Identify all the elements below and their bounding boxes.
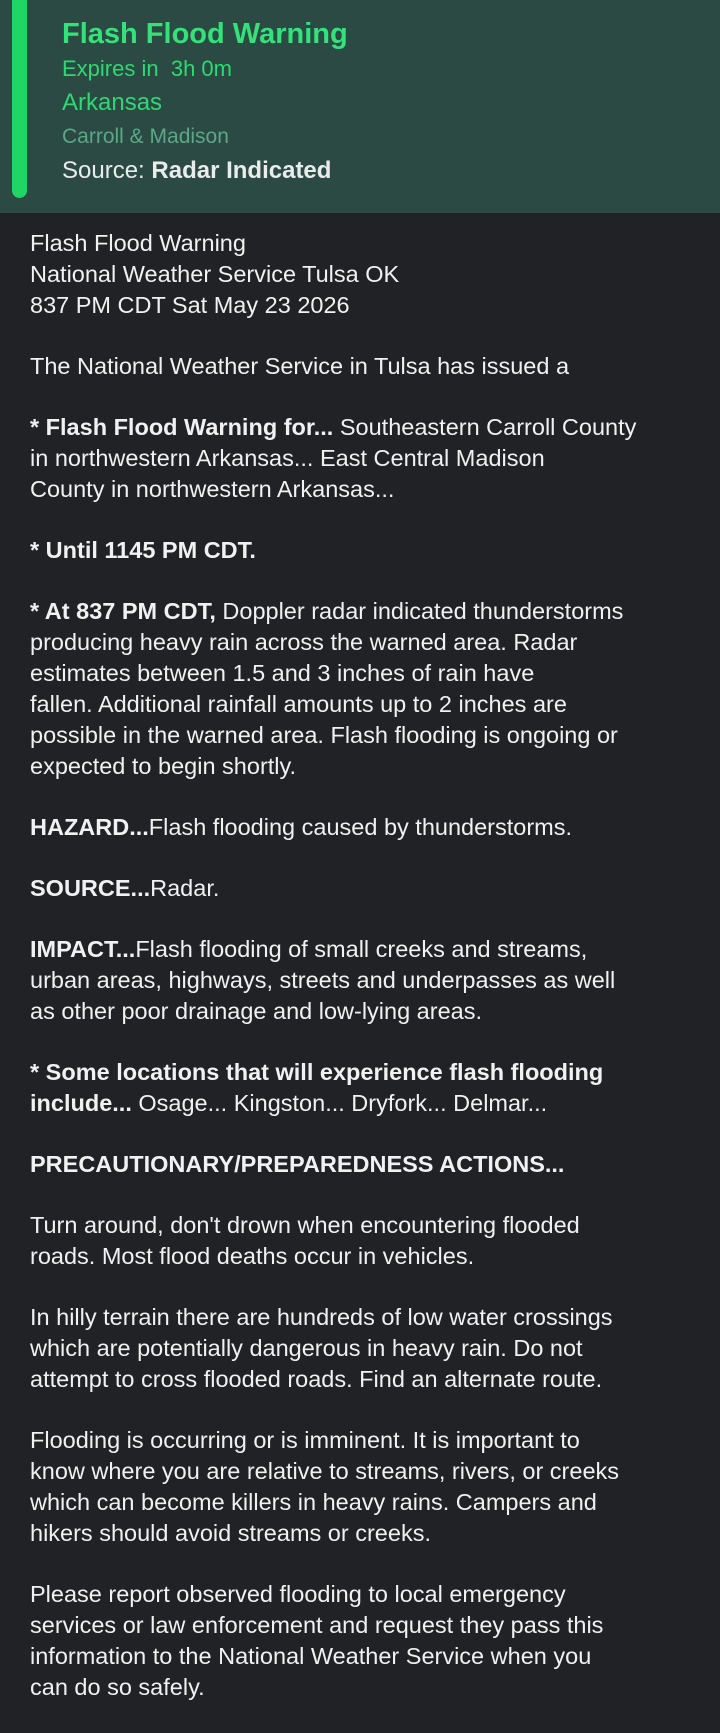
bulletin-body xyxy=(30,228,702,1733)
alert-title: Flash Flood Warning xyxy=(62,18,348,50)
impact-text: Flash flooding of small creeks and streams, xyxy=(135,936,588,962)
until-paragraph: * Until 1145 PM CDT. xyxy=(30,537,256,563)
at-time-label: * At 837 PM CDT, xyxy=(30,598,216,624)
source-paragraph xyxy=(30,873,702,904)
alert-counties: Carroll & Madison xyxy=(62,125,229,148)
warning-for-text: County in northwestern Arkansas... xyxy=(30,476,395,502)
action-line: services or law enforcement and request they pass this xyxy=(30,1612,604,1638)
hazard-label: HAZARD... xyxy=(30,814,149,840)
at-time-text: producing heavy rain across the warned area. Radar xyxy=(30,629,578,655)
action-line: which can become killers in heavy rains. Campers and xyxy=(30,1489,597,1515)
at-time-text: fallen. Additional rainfall amounts up to 2 inches are xyxy=(30,691,567,717)
locations-paragraph xyxy=(30,1057,702,1119)
source-section-label: SOURCE... xyxy=(30,875,151,901)
hazard-text: Flash flooding caused by thunderstorms. xyxy=(148,814,573,840)
expires-value: 3h 0m xyxy=(170,56,232,81)
locations-label: include... xyxy=(30,1090,132,1116)
locations-label: * Some locations that will experience flash flooding xyxy=(30,1059,604,1085)
action-line: Turn around, don't drown when encountering flooded xyxy=(30,1212,580,1238)
action-line: hikers should avoid streams or creeks. xyxy=(30,1520,431,1546)
at-time-text: estimates between 1.5 and 3 inches of rain have xyxy=(30,660,535,686)
warning-for-label: * Flash Flood Warning for... xyxy=(30,414,334,440)
action-line: In hilly terrain there are hundreds of low water crossings xyxy=(30,1304,613,1330)
hazard-paragraph xyxy=(30,812,702,843)
alert-header[interactable] xyxy=(0,0,720,213)
warning-for-paragraph xyxy=(30,412,702,505)
action-line: Please report observed flooding to local emergency xyxy=(30,1581,566,1607)
alert-header-text xyxy=(62,16,348,189)
at-time-text: possible in the warned area. Flash flooding is ongoing or xyxy=(30,722,618,748)
alert-source xyxy=(62,153,348,189)
precautions-heading: PRECAUTIONARY/PREPAREDNESS ACTIONS... xyxy=(30,1151,565,1177)
action-report-flooding xyxy=(30,1579,702,1703)
impact-paragraph xyxy=(30,934,702,1027)
action-turn-around xyxy=(30,1210,702,1272)
action-line: roads. Most flood deaths occur in vehicles. xyxy=(30,1243,475,1269)
action-line: Flooding is occurring or is imminent. It is important to xyxy=(30,1427,580,1453)
source-label: Source: xyxy=(62,157,145,184)
action-line: information to the National Weather Service when you xyxy=(30,1643,592,1669)
impact-label: IMPACT... xyxy=(30,936,136,962)
action-flooding-imminent xyxy=(30,1425,702,1549)
impact-text: as other poor drainage and low-lying areas. xyxy=(30,998,482,1024)
impact-text: urban areas, highways, streets and underpasses as well xyxy=(30,967,616,993)
alert-state: Arkansas xyxy=(62,89,163,116)
bulletin-heading-line: Flash Flood Warning xyxy=(30,230,246,256)
action-line: know where you are relative to streams, rivers, or creeks xyxy=(30,1458,620,1484)
action-line: attempt to cross flooded roads. Find an alternate route. xyxy=(30,1366,603,1392)
source-value: Radar Indicated xyxy=(151,157,332,184)
expires-label: Expires in xyxy=(62,56,159,81)
bulletin-heading-line: National Weather Service Tulsa OK xyxy=(30,261,400,287)
action-line: can do so safely. xyxy=(30,1674,205,1700)
alert-expiry xyxy=(62,52,348,86)
at-time-text: expected to begin shortly. xyxy=(30,753,297,779)
bulletin-intro: The National Weather Service in Tulsa has issued a xyxy=(30,353,570,379)
bulletin-heading-line: 837 PM CDT Sat May 23 2026 xyxy=(30,292,350,318)
warning-for-text: Southeastern Carroll County xyxy=(333,414,637,440)
source-section-text: Radar. xyxy=(150,875,220,901)
at-time-text: Doppler radar indicated thunderstorms xyxy=(215,598,624,624)
bulletin-heading xyxy=(30,228,702,321)
action-line: which are potentially dangerous in heavy rain. Do not xyxy=(30,1335,583,1361)
severity-accent-bar xyxy=(12,0,27,198)
at-time-paragraph xyxy=(30,596,702,782)
locations-text: Osage... Kingston... Dryfork... Delmar... xyxy=(131,1090,548,1116)
action-hilly-terrain xyxy=(30,1302,702,1395)
warning-for-text: in northwestern Arkansas... East Central Madison xyxy=(30,445,545,471)
